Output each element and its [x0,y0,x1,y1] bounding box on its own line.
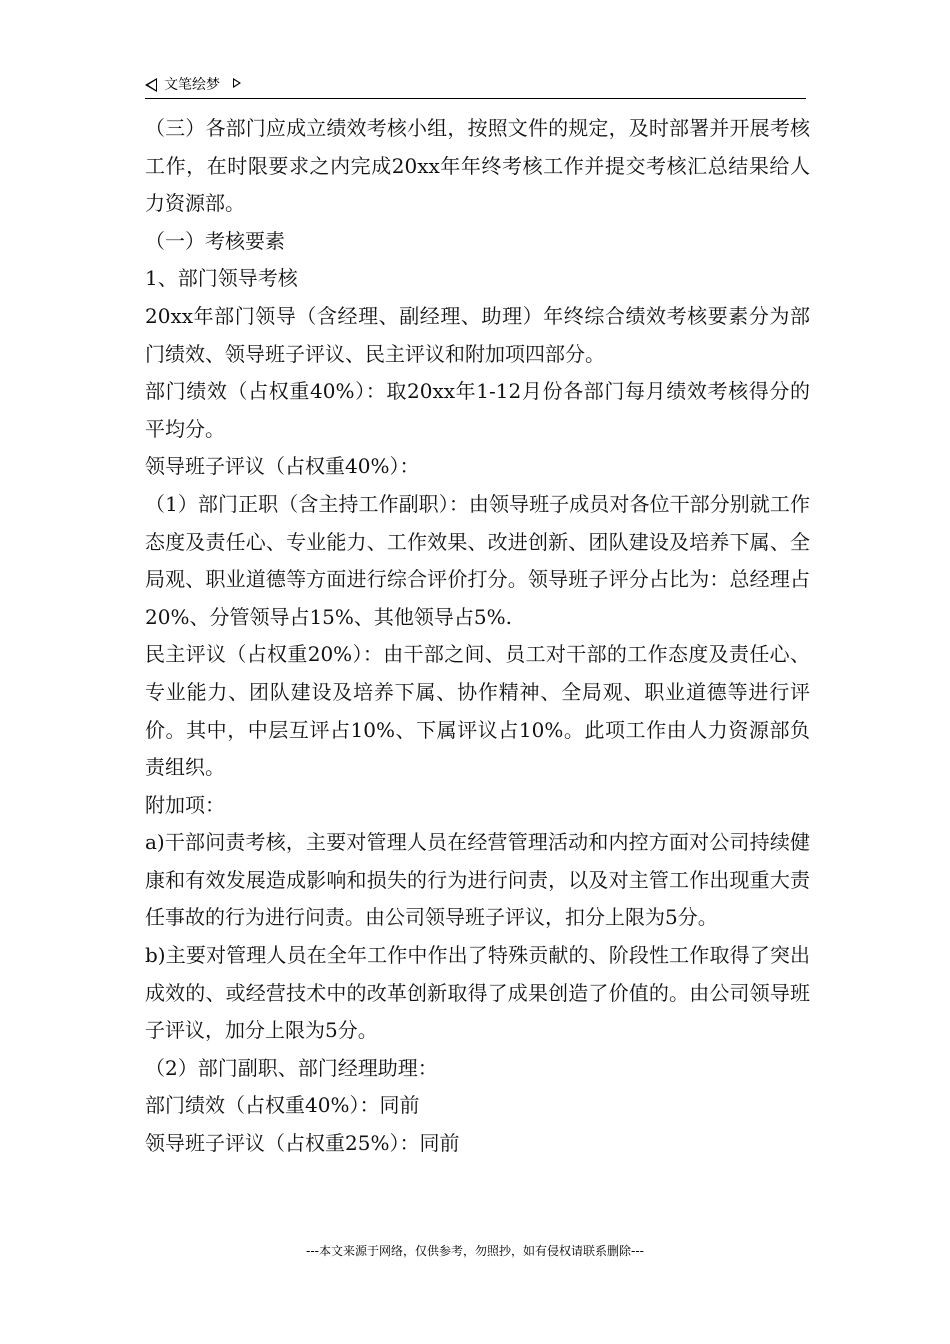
heading-department-leader-assessment: 1、部门领导考核 [145,266,298,291]
footer-notice: ---本文来源于网络，仅供参考，勿照抄，如有侵权请联系删除--- [306,1244,644,1258]
triangle-left-icon [145,78,157,92]
paragraph-department-performance: 部门绩效（占权重40%）：取20xx年1-12月份各部门每月绩效考核得分的平均分。 [145,379,810,441]
heading-deputy-positions: （2）部门副职、部门经理助理： [145,1055,438,1080]
paragraph-assessment-composition: 20xx年部门领导（含经理、副经理、助理）年终综合绩效考核要素分为部门绩效、领导班子评议、民主评议和附加项四部分。 [145,303,810,366]
document-body [145,110,810,1163]
paragraph-section-three: （三）各部门应成立绩效考核小组，按照文件的规定，及时部署并开展考核工作，在时限要求之内完成20xx年年终考核工作并提交考核汇总结果给人力资源部。 [145,116,810,216]
paragraph-deputy-department-performance: 部门绩效（占权重40%）：同前 [145,1093,420,1118]
paragraph-deputy-leadership-review: 领导班子评议（占权重25%）：同前 [145,1131,460,1156]
triangle-right-icon [233,78,241,88]
paragraph-department-head: （1）部门正职（含主持工作副职）：由领导班子成员对各位干部分别就工作态度及责任心、专业能力、工作效果、改进创新、团队建设及培养下属、全局观、职业道德等方面进行综合评价打分。领导班子评分占比为：总经理占20%、分管领导占15%、其他领导占5%. [145,491,810,629]
page-header [145,72,806,99]
paragraph-democratic-review: 民主评议（占权重20%）：由干部之间、员工对干部的工作态度及责任心、专业能力、团队建设及培养下属、协作精神、全局观、职业道德等进行评价。其中，中层互评占10%、下属评议占10%。此项工作由人力资源部负责组织。 [145,642,810,780]
header-brand: 文笔绘梦 [164,77,220,93]
heading-additional-items: 附加项： [145,792,225,817]
paragraph-item-a: a)干部问责考核，主要对管理人员在经营管理活动和内控方面对公司持续健康和有效发展造成影响和损失的行为进行问责，以及对主管工作出现重大责任事故的行为进行问责。由公司领导班子评议，扣分上限为5分。 [145,830,810,930]
heading-assessment-elements: （一）考核要素 [145,228,285,253]
paragraph-item-b: b)主要对管理人员在全年工作中作出了特殊贡献的、阶段性工作取得了突出成效的、或经营技术中的改革创新取得了成果创造了价值的。由公司领导班子评议，加分上限为5分。 [145,943,810,1043]
paragraph-leadership-review: 领导班子评议（占权重40%）： [145,454,420,479]
